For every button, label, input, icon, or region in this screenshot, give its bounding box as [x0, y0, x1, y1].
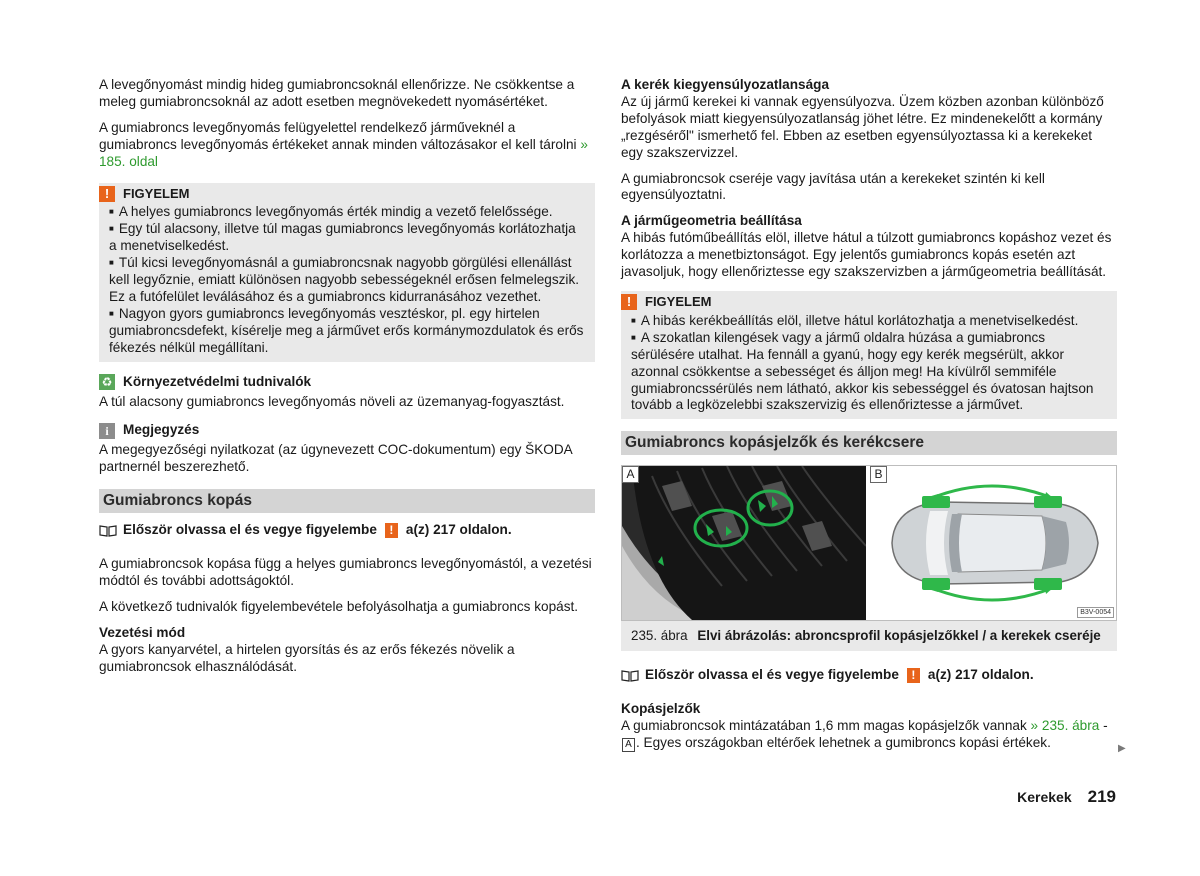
right-column [621, 77, 1117, 761]
warning-icon: ! [99, 186, 115, 202]
subheading: A kerék kiegyensúlyozatlansága [621, 77, 830, 92]
paragraph [99, 120, 595, 171]
figure-ref-box: A [622, 738, 635, 752]
note-title [99, 422, 595, 439]
page-number: 219 [1087, 787, 1116, 806]
environment-note [99, 374, 595, 411]
warning-title-text: FIGYELEM [123, 185, 190, 201]
figure-label-b: B [870, 466, 887, 483]
environment-text: A túl alacsony gumiabroncs levegőnyomás növeli az üzemanyag-fogyasztást. [99, 393, 565, 409]
read-first-line [99, 522, 595, 539]
figure-caption [621, 621, 1117, 651]
warning-title-text: FIGYELEM [645, 293, 712, 309]
book-icon [621, 670, 639, 682]
info-icon: i [99, 423, 115, 439]
warning-box [621, 291, 1117, 419]
read-first-page: a(z) 217 oldalon. [405, 522, 512, 538]
left-column [99, 77, 595, 684]
warning-title [621, 294, 1117, 313]
note [99, 422, 595, 476]
figure-code: B3V-0054 [1077, 607, 1114, 618]
page-link[interactable]: » 185. oldal [99, 136, 588, 169]
paragraph: A gumiabroncsok kopása függ a helyes gumiabroncs levegőnyomástól, a vezetési módtól és további adottságoktól. [99, 556, 592, 588]
paragraph: A következő tudnivalók figyelembevétele befolyásolhatja a gumiabroncs kopást. [99, 598, 579, 614]
paragraph: A levegőnyomást mindig hideg gumiabroncsoknál ellenőrizze. Ne csökkentse a meleg gumiabroncsoknál az adott esetben megnövekedett nyomásértéket. [99, 77, 575, 109]
warning-item: ■ A helyes gumiabroncs levegőnyomás érték mindig a vezető felelőssége. [109, 204, 585, 221]
book-icon [99, 525, 117, 537]
paragraph-text: . Egyes országokban eltérőek lehetnek a gumibroncs kopási értékek. [636, 734, 1051, 750]
warning-item: ■ A hibás kerékbeállítás elöl, illetve hátul korlátozhatja a menetviselkedést. [631, 313, 1107, 330]
tire-tread-drawing [622, 466, 866, 620]
warning-icon: ! [907, 668, 920, 683]
caption-number: 235. ábra [631, 628, 688, 644]
figure-235 [621, 465, 1117, 621]
warning-icon: ! [385, 523, 398, 538]
caption-text: Elvi ábrázolás: abroncsprofil kopásjelzőkkel / a kerekek cseréje [697, 628, 1101, 644]
read-first-text: Először olvassa el és vegye figyelembe [645, 667, 899, 683]
warning-body [99, 204, 595, 356]
separator: - [1103, 718, 1108, 734]
footer-section-title: Kerekek [1017, 789, 1072, 805]
paragraph: A hibás futóműbeállítás elöl, illetve hátul a túlzott gumiabroncs kopáshoz vezet és korlátozza a menetbiztonságot. Egy jelentős gumiabroncs kopás esetén azt javasoljuk, hogy ellenőriztesse egy szakszervizben a járműgeometria beállítását. [621, 230, 1112, 280]
figure-label-a: A [622, 466, 639, 483]
car-top-view-illustration [870, 466, 1116, 620]
tire-tread-illustration [622, 466, 866, 620]
section-heading: Gumiabroncs kopásjelzők és kerékcsere [621, 431, 1117, 455]
paragraph: A gumiabroncsok cseréje vagy javítása után a kerekeket szintén ki kell egyensúlyoztatni. [621, 170, 1045, 203]
warning-item: ■ Egy túl alacsony, illetve túl magas gumiabroncs levegőnyomás korlátozhatja a menetviselkedést. [109, 221, 585, 255]
section-heading: Gumiabroncs kopás [99, 489, 595, 513]
warning-icon: ! [621, 294, 637, 310]
paragraph: A gyors kanyarvétel, a hirtelen gyorsítás és az erős fékezés növelik a gumiabroncsok elhasználódását. [99, 641, 515, 674]
warning-item: ■ Túl kicsi levegőnyomásnál a gumiabroncsnak nagyobb görgülési ellenállást kell legyőznie, emiatt különösen nagyobb sebességeknél erősen felmelegszik. Ez a futófelület leválásához és a gumiabroncs kidurranásához vezethet. [109, 255, 585, 306]
page-footer [1017, 789, 1116, 806]
warning-item: ■ A szokatlan kilengések vagy a jármű oldalra húzása a gumiabroncs sérülésére utalhat. Ha fennáll a gyanú, hogy egy kerék megsérült, akkor azonnal csökkentse a sebességet és álljon meg! Ha kívülről semmiféle gumiabroncssérülés nem látható, akkor kis sebességgel és óvatosan hajtson tovább a legközelebbi szakszervizig és ellenőriztesse a járművet. [631, 330, 1107, 415]
read-first-line [621, 667, 1117, 684]
note-text: A megegyezőségi nyilatkozat (az úgynevezett COC-dokumentum) egy ŠKODA partnernél beszerezhető. [99, 442, 572, 475]
warning-title [99, 186, 595, 205]
paragraph: Az új jármű kerekei ki vannak egyensúlyozva. Üzem közben azonban különböző befolyások miatt kiegyensúlyozatlanság jöhet létre. Ez mindenekelőtt a kormány „rezgéséről" ismerhető fel. Ebben az esetben egyensúlyoztassa ki a kerekeket egy szakszervizzel. [621, 93, 1104, 160]
leaf-icon: ♻ [99, 374, 115, 390]
subheading: Vezetési mód [99, 624, 186, 640]
paragraph-text: A gumiabroncs levegőnyomás felügyelettel rendelkező járműveknél a gumiabroncs levegőnyomás értékeket annak minden változásakor el kell tárolni [99, 119, 577, 152]
environment-title [99, 374, 595, 391]
environment-title-text: Környezetvédelmi tudnivalók [123, 373, 312, 389]
subheading: A járműgeometria beállítása [621, 213, 802, 229]
read-first-page: a(z) 217 oldalon. [927, 667, 1034, 683]
warning-body [621, 313, 1117, 414]
figure-link[interactable]: » 235. ábra [1030, 718, 1100, 734]
read-first-text: Először olvassa el és vegye figyelembe [123, 522, 377, 538]
paragraph-text: A gumiabroncsok mintázatában 1,6 mm magas kopásjelzők vannak [621, 718, 1027, 734]
note-title-text: Megjegyzés [123, 422, 200, 438]
paragraph [621, 718, 1117, 752]
continue-arrow-icon: ▶ [1118, 743, 1126, 754]
car-wheel-swap-drawing [870, 466, 1116, 620]
subheading: Kopásjelzők [621, 701, 701, 717]
warning-item: ■ Nagyon gyors gumiabroncs levegőnyomás vesztéskor, pl. egy hirtelen gumiabroncsdefekt, kísérelje meg a járművet erős kormánymozdulatok és erős fékezés nélkül megállítani. [109, 306, 585, 357]
warning-box [99, 183, 595, 362]
